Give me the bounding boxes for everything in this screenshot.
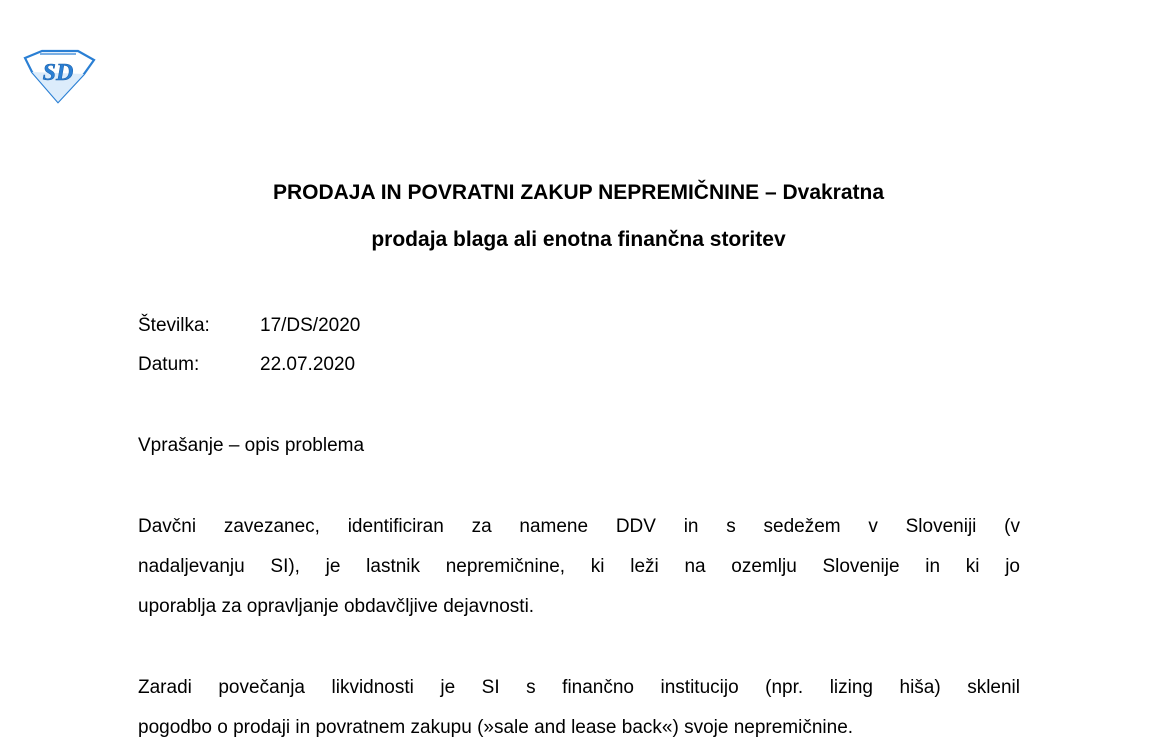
number-row	[138, 314, 360, 338]
document-title-line-2: prodaja blaga ali enotna finančna storitev	[371, 228, 786, 251]
date-label: Datum:	[138, 354, 200, 375]
company-logo	[22, 48, 96, 104]
date-value: 22.07.2020	[260, 354, 356, 375]
section-heading: Vprašanje – opis problema	[138, 435, 365, 456]
svg-text:SD: SD	[42, 60, 74, 86]
paragraph-line: Zaradi povečanja likvidnosti je SI s finančno institucijo (npr. lizing hiša) sklenil	[138, 677, 1020, 698]
date-row	[138, 353, 355, 377]
paragraph-line: pogodbo o prodaji in povratnem zakupu (»sale and lease back«) svoje nepremičnine.	[138, 717, 854, 738]
paragraph-1	[138, 515, 1020, 635]
paragraph-line: uporablja za opravljanje obdavčljive dejavnosti.	[138, 596, 535, 617]
number-value: 17/DS/2020	[260, 315, 361, 336]
document-title-line-1: PRODAJA IN POVRATNI ZAKUP NEPREMIČNINE – Dvakratna	[272, 181, 885, 204]
paragraph-line: Davčni zavezanec, identificiran za namene DDV in s sedežem v Sloveniji (v	[138, 516, 1020, 537]
paragraph-2	[138, 676, 1020, 756]
paragraph-line: nadaljevanju SI), je lastnik nepremičnine, ki leži na ozemlju Slovenije in ki jo	[138, 556, 1020, 577]
number-label: Številka:	[138, 315, 210, 336]
logo-emblem-icon	[22, 48, 96, 104]
